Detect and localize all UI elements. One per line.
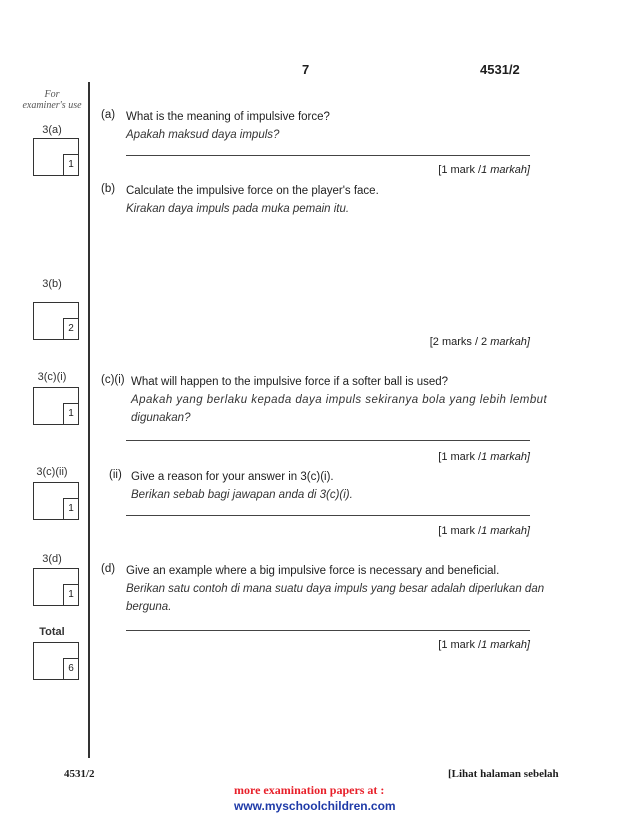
- mark-cell-3b: 2: [63, 318, 78, 339]
- marks-cii-en: [1 mark /: [438, 525, 482, 537]
- margin-label-3d: 3(d): [42, 553, 62, 565]
- question-a-en: What is the meaning of impulsive force?: [126, 111, 330, 123]
- mark-cell-3cii: 1: [63, 498, 78, 519]
- question-ci-label: (c)(i): [101, 374, 125, 386]
- question-ci-en: What will happen to the impulsive force if a softer ball is used?: [131, 376, 449, 388]
- question-ci-ms-line2: digunakan?: [131, 412, 191, 424]
- marks-b: [430, 336, 530, 348]
- paper-code-header: 4531/2: [480, 62, 520, 77]
- marks-b-en: [2 marks / 2: [429, 336, 488, 348]
- marks-b-ms: markah]: [490, 336, 530, 348]
- answer-line-cii[interactable]: [126, 515, 530, 516]
- answer-line-a[interactable]: [126, 155, 530, 156]
- marks-ci: [438, 451, 530, 463]
- marks-d: [438, 639, 530, 651]
- marks-a: [438, 164, 530, 176]
- margin-label-3b: 3(b): [42, 278, 62, 290]
- footer-next-page: [Lihat halaman sebelah: [448, 768, 559, 780]
- question-a-ms: Apakah maksud daya impuls?: [126, 129, 280, 141]
- mark-box-3a: [33, 138, 79, 176]
- marks-a-ms: 1 markah]: [481, 164, 530, 176]
- mark-box-total: [33, 642, 79, 680]
- marks-ci-en: [1 mark /: [438, 451, 482, 463]
- examiner-use-label: For examiner's use: [22, 89, 82, 111]
- marks-cii-ms: 1 markah]: [481, 525, 530, 537]
- mark-cell-3a: 1: [63, 154, 78, 175]
- mark-box-3ci: [33, 387, 79, 425]
- question-d-label: (d): [101, 563, 116, 575]
- promo-text: more examination papers at :: [234, 783, 385, 797]
- page-number: 7: [302, 62, 310, 77]
- question-cii-label: (ii): [109, 469, 122, 481]
- mark-cell-total: 6: [63, 658, 78, 679]
- question-ci-ms-line1: Apakah yang berlaku kepada daya impuls sekiranya bola yang lebih lembut: [131, 394, 548, 406]
- working-space-b[interactable]: [126, 222, 530, 322]
- margin-label-3a: 3(a): [42, 124, 62, 136]
- question-b-ms: Kirakan daya impuls pada muka pemain itu.: [126, 203, 350, 215]
- question-a-label: (a): [101, 109, 116, 121]
- answer-line-ci[interactable]: [126, 440, 530, 441]
- question-cii-ms: Berikan sebab bagi jawapan anda di 3(c)(i).: [131, 489, 353, 501]
- margin-divider: [88, 82, 90, 758]
- question-cii-en: Give a reason for your answer in 3(c)(i).: [131, 471, 334, 483]
- answer-line-d[interactable]: [126, 630, 530, 631]
- marks-d-en: [1 mark /: [438, 639, 482, 651]
- footer-paper-code: 4531/2: [64, 768, 95, 780]
- margin-label-3ci: 3(c)(i): [37, 371, 67, 383]
- margin-label-total: Total: [39, 626, 65, 638]
- mark-cell-3ci: 1: [63, 403, 78, 424]
- question-d-ms-line2: berguna.: [126, 601, 172, 613]
- question-d-en: Give an example where a big impulsive force is necessary and beneficial.: [126, 565, 500, 577]
- mark-box-3cii: [33, 482, 79, 520]
- marks-ci-ms: 1 markah]: [481, 451, 530, 463]
- question-d-ms-line1: Berikan satu contoh di mana suatu daya impuls yang besar adalah diperlukan dan: [126, 583, 545, 595]
- question-b-en: Calculate the impulsive force on the player's face.: [126, 185, 379, 197]
- mark-box-3b: [33, 302, 79, 340]
- marks-d-ms: 1 markah]: [481, 639, 530, 651]
- question-b-label: (b): [101, 183, 116, 195]
- marks-a-en: [1 mark /: [438, 164, 482, 176]
- margin-label-3cii: 3(c)(ii): [36, 466, 68, 478]
- mark-box-3d: [33, 568, 79, 606]
- marks-cii: [438, 525, 530, 537]
- promo-url-link[interactable]: www.myschoolchildren.com: [234, 799, 396, 813]
- mark-cell-3d: 1: [63, 584, 78, 605]
